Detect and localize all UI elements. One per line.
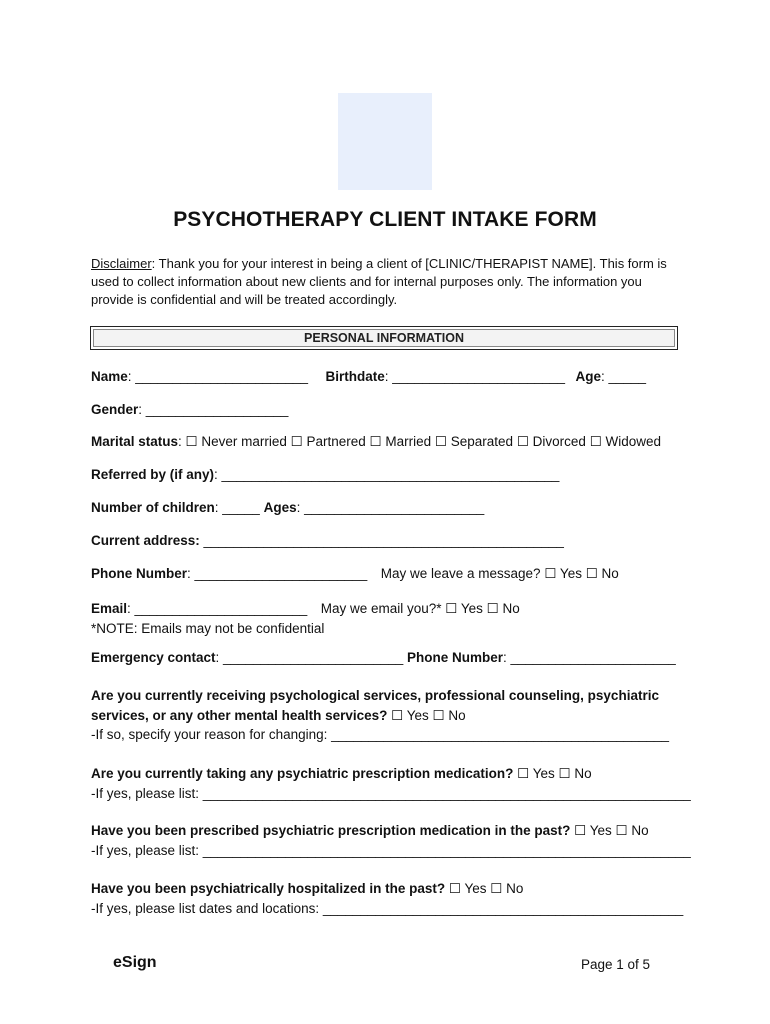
gender-label: Gender (91, 402, 139, 417)
children-field[interactable]: : _____ (214, 500, 260, 515)
name-label: Name (91, 369, 128, 384)
hospitalized-followup[interactable]: -If yes, please list dates and locations: ________________________________________________ (91, 901, 684, 916)
referred-by-row (91, 467, 559, 482)
question-hospitalized: Have you been psychiatrically hospitalized in the past? ☐ Yes ☐ No (91, 881, 524, 896)
current-services-followup[interactable]: -If so, specify your reason for changing: _____________________________________________ (91, 727, 669, 742)
past-medication-followup[interactable]: -If yes, please list: _________________________________________________________________ (91, 843, 691, 858)
age-field[interactable]: : _____ (601, 369, 647, 384)
address-row (91, 533, 564, 548)
question-current-services-line2: services, or any other mental health services? ☐ Yes ☐ No (91, 708, 466, 723)
name-field[interactable]: : _______________________ (127, 369, 308, 384)
section-header-personal-information (90, 326, 678, 350)
form-title: PSYCHOTHERAPY CLIENT INTAKE FORM (173, 208, 597, 231)
ages-label: Ages (263, 500, 297, 515)
emergency-contact-label: Emergency contact (91, 650, 216, 665)
current-medication-followup[interactable]: -If yes, please list: _________________________________________________________________ (91, 786, 691, 801)
marital-status-label: Marital status (91, 434, 179, 449)
emergency-row (91, 650, 676, 665)
disclaimer (91, 255, 681, 309)
emergency-phone-field[interactable]: : ______________________ (503, 650, 676, 665)
email-note: *NOTE: Emails may not be confidential (91, 621, 325, 636)
name-row (91, 369, 646, 384)
emergency-contact-field[interactable]: : ________________________ (215, 650, 404, 665)
current-services-options[interactable]: ☐ Yes ☐ No (387, 708, 466, 723)
children-label: Number of children (91, 500, 215, 515)
email-permission-question[interactable]: May we email you?* ☐ Yes ☐ No (320, 601, 520, 616)
logo-placeholder (338, 93, 432, 190)
esign-logo: eSign (113, 954, 157, 971)
leave-message-question[interactable]: May we leave a message? ☐ Yes ☐ No (380, 566, 619, 581)
ages-field[interactable]: : ________________________ (296, 500, 485, 515)
question-past-medication: Have you been prescribed psychiatric prescription medication in the past? ☐ Yes ☐ No (91, 823, 649, 838)
disclaimer-label: Disclaimer (91, 256, 152, 271)
address-field[interactable]: ________________________________________________ (199, 533, 564, 548)
age-label: Age (575, 369, 601, 384)
email-field[interactable]: : _______________________ (127, 601, 308, 616)
email-label: Email (91, 601, 128, 616)
referred-by-field[interactable]: : _____________________________________________ (214, 467, 560, 482)
disclaimer-text: : Thank you for your interest in being a client of [CLINIC/THERAPIST NAME]. This form is used to collect information about new clients and for internal purposes only. The information you provide is confidential and will be treated accordingly. (91, 256, 667, 307)
marital-status-options[interactable]: : ☐ Never married ☐ Partnered ☐ Married ☐ Separated ☐ Divorced ☐ Widowed (178, 434, 662, 449)
birthdate-label: Birthdate (325, 369, 385, 384)
emergency-phone-label: Phone Number (407, 650, 504, 665)
email-row (91, 601, 520, 617)
phone-field[interactable]: : _______________________ (187, 566, 368, 581)
address-label: Current address: (91, 533, 200, 548)
current-medication-options[interactable]: ☐ Yes ☐ No (513, 766, 592, 781)
question-current-medication: Are you currently taking any psychiatric prescription medication? ☐ Yes ☐ No (91, 766, 592, 781)
referred-by-label: Referred by (if any) (91, 467, 215, 482)
birthdate-field[interactable]: : _______________________ (384, 369, 565, 384)
gender-field[interactable]: : ___________________ (138, 402, 289, 417)
hospitalized-options[interactable]: ☐ Yes ☐ No (445, 881, 524, 896)
gender-row (91, 402, 288, 417)
question-current-services-line1: Are you currently receiving psychological services, professional counseling, psychiatric (91, 688, 659, 703)
children-row (91, 500, 484, 515)
section-title: PERSONAL INFORMATION (304, 331, 464, 345)
page-number: Page 1 of 5 (580, 957, 650, 972)
phone-row (91, 566, 619, 582)
past-medication-options[interactable]: ☐ Yes ☐ No (570, 823, 649, 838)
phone-label: Phone Number (91, 566, 188, 581)
marital-status-row (91, 434, 661, 450)
